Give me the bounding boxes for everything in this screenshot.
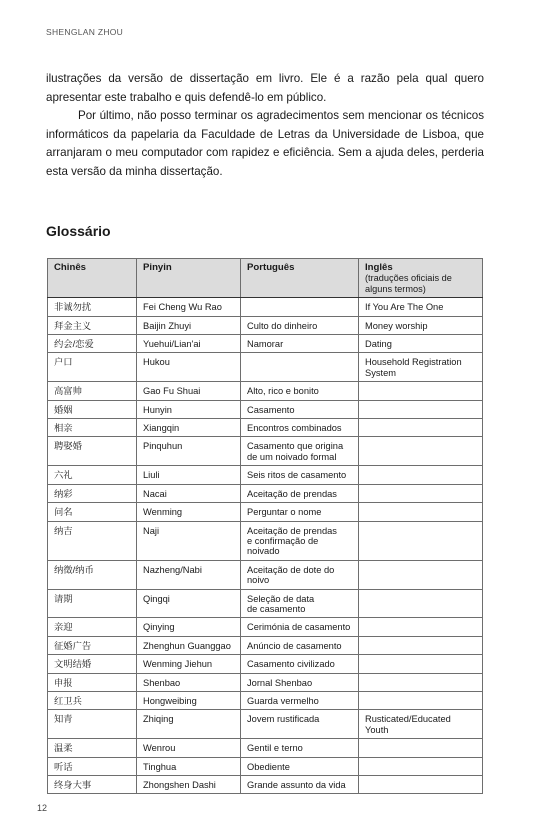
cell-english: [359, 691, 483, 709]
cell-portuguese: Anúncio de casamento: [241, 636, 359, 654]
table-row: [48, 466, 483, 484]
cell-chinese: 纳吉: [48, 521, 137, 560]
table-row: [48, 419, 483, 437]
cell-english: If You Are The One: [359, 298, 483, 316]
cell-english: [359, 589, 483, 618]
cell-english: [359, 466, 483, 484]
cell-chinese: 约会/恋爱: [48, 335, 137, 353]
cell-pinyin: Shenbao: [137, 673, 241, 691]
cell-pinyin: Tinghua: [137, 757, 241, 775]
cell-pinyin: Nacai: [137, 484, 241, 502]
cell-english: [359, 437, 483, 466]
cell-pinyin: Fei Cheng Wu Rao: [137, 298, 241, 316]
cell-chinese: 纳徵/纳币: [48, 560, 137, 589]
cell-english: [359, 419, 483, 437]
cell-english: [359, 757, 483, 775]
cell-english: [359, 636, 483, 654]
table-row: [48, 353, 483, 382]
cell-pinyin: Qingqi: [137, 589, 241, 618]
cell-pinyin: Gao Fu Shuai: [137, 382, 241, 400]
cell-english: [359, 503, 483, 521]
cell-portuguese: Casamento que origina de um noivado formal: [241, 437, 359, 466]
cell-portuguese: Grande assunto da vida: [241, 776, 359, 794]
table-row: [48, 589, 483, 618]
table-row: [48, 691, 483, 709]
table-row: [48, 739, 483, 757]
cell-english: Rusticated/Educated Youth: [359, 710, 483, 739]
table-row: [48, 636, 483, 654]
table-row: [48, 335, 483, 353]
cell-portuguese: Casamento: [241, 400, 359, 418]
cell-portuguese: Namorar: [241, 335, 359, 353]
cell-english: [359, 655, 483, 673]
cell-pinyin: Pinquhun: [137, 437, 241, 466]
cell-pinyin: Baijin Zhuyi: [137, 316, 241, 334]
cell-pinyin: Hunyin: [137, 400, 241, 418]
table-row: [48, 560, 483, 589]
table-row: [48, 382, 483, 400]
cell-portuguese: Obediente: [241, 757, 359, 775]
column-header-chinese: Chinês: [48, 259, 137, 298]
cell-portuguese: Aceitação de dote do noivo: [241, 560, 359, 589]
cell-pinyin: Wenming Jiehun: [137, 655, 241, 673]
cell-chinese: 温柔: [48, 739, 137, 757]
column-header-portuguese: Português: [241, 259, 359, 298]
cell-chinese: 婚姻: [48, 400, 137, 418]
cell-portuguese: Jovem rustificada: [241, 710, 359, 739]
cell-portuguese: Aceitação de prendas: [241, 484, 359, 502]
cell-portuguese: Alto, rico e bonito: [241, 382, 359, 400]
cell-chinese: 听话: [48, 757, 137, 775]
table-row: [48, 673, 483, 691]
cell-portuguese: Jornal Shenbao: [241, 673, 359, 691]
cell-chinese: 亲迎: [48, 618, 137, 636]
cell-chinese: 请期: [48, 589, 137, 618]
glossary-title: Glossário: [46, 223, 111, 239]
cell-chinese: 文明结婚: [48, 655, 137, 673]
glossary-body: [48, 298, 483, 794]
cell-portuguese: Cerimónia de casamento: [241, 618, 359, 636]
table-row: [48, 710, 483, 739]
cell-portuguese: Casamento civilizado: [241, 655, 359, 673]
cell-chinese: 拜金主义: [48, 316, 137, 334]
table-row: [48, 437, 483, 466]
cell-portuguese: Seleção de data de casamento: [241, 589, 359, 618]
cell-english: Money worship: [359, 316, 483, 334]
cell-pinyin: Zhiqing: [137, 710, 241, 739]
column-header-english-label: Inglês: [365, 262, 393, 273]
cell-pinyin: Wenming: [137, 503, 241, 521]
table-row: [48, 484, 483, 502]
cell-portuguese: Encontros combinados: [241, 419, 359, 437]
cell-portuguese: Perguntar o nome: [241, 503, 359, 521]
cell-chinese: 非诚勿扰: [48, 298, 137, 316]
table-row: [48, 503, 483, 521]
cell-chinese: 知青: [48, 710, 137, 739]
cell-portuguese: [241, 353, 359, 382]
cell-chinese: 红卫兵: [48, 691, 137, 709]
glossary-header-row: [48, 259, 483, 298]
cell-english: [359, 484, 483, 502]
cell-chinese: 聘娶婚: [48, 437, 137, 466]
cell-portuguese: Seis ritos de casamento: [241, 466, 359, 484]
cell-english: Dating: [359, 335, 483, 353]
cell-pinyin: Wenrou: [137, 739, 241, 757]
cell-chinese: 相亲: [48, 419, 137, 437]
cell-pinyin: Zhongshen Dashi: [137, 776, 241, 794]
cell-english: [359, 673, 483, 691]
cell-english: [359, 521, 483, 560]
cell-english: [359, 400, 483, 418]
cell-pinyin: Naji: [137, 521, 241, 560]
cell-english: [359, 560, 483, 589]
table-row: [48, 655, 483, 673]
cell-english: [359, 739, 483, 757]
cell-english: [359, 776, 483, 794]
table-row: [48, 298, 483, 316]
cell-chinese: 申报: [48, 673, 137, 691]
glossary-table: [47, 258, 483, 794]
cell-english: Household Registration System: [359, 353, 483, 382]
cell-pinyin: Qinying: [137, 618, 241, 636]
cell-portuguese: Gentil e terno: [241, 739, 359, 757]
cell-chinese: 终身大事: [48, 776, 137, 794]
cell-pinyin: Liuli: [137, 466, 241, 484]
paragraph-continuation: ilustrações da versão de dissertação em livro. Ele é a razão pela qual quero apresentar este trabalho e quis defendê-lo em público.: [46, 72, 484, 104]
cell-pinyin: Xiangqin: [137, 419, 241, 437]
cell-pinyin: Yuehui/Lian'ai: [137, 335, 241, 353]
cell-pinyin: Hongweibing: [137, 691, 241, 709]
table-row: [48, 757, 483, 775]
cell-english: [359, 382, 483, 400]
table-row: [48, 776, 483, 794]
cell-english: [359, 618, 483, 636]
table-row: [48, 618, 483, 636]
cell-chinese: 征婚广告: [48, 636, 137, 654]
cell-chinese: 纳彩: [48, 484, 137, 502]
cell-chinese: 户口: [48, 353, 137, 382]
cell-pinyin: Zhenghun Guanggao: [137, 636, 241, 654]
paragraph-acknowledgement: Por último, não posso terminar os agradecimentos sem mencionar os técnicos informáticos da papelaria da Faculdade de Letras da Universidade de Lisboa, que arranjaram o meu computador com rapidez e eficiência. Sem a ajuda deles, perderia esta versão da minha dissertação.: [46, 109, 484, 178]
table-row: [48, 521, 483, 560]
cell-portuguese: Culto do dinheiro: [241, 316, 359, 334]
cell-portuguese: Guarda vermelho: [241, 691, 359, 709]
cell-pinyin: Nazheng/Nabi: [137, 560, 241, 589]
cell-chinese: 六礼: [48, 466, 137, 484]
cell-chinese: 高富帅: [48, 382, 137, 400]
cell-portuguese: Aceitação de prendas e confirmação de noivado: [241, 521, 359, 560]
column-header-english-note: (traduções oficiais de alguns termos): [365, 273, 452, 294]
running-head: SHENGLAN ZHOU: [46, 27, 124, 37]
column-header-pinyin: Pinyin: [137, 259, 241, 298]
column-header-english: [359, 259, 483, 298]
cell-pinyin: Hukou: [137, 353, 241, 382]
table-row: [48, 400, 483, 418]
table-row: [48, 316, 483, 334]
page-number: 12: [37, 803, 48, 813]
cell-chinese: 问名: [48, 503, 137, 521]
body-text: [46, 70, 484, 182]
cell-portuguese: [241, 298, 359, 316]
